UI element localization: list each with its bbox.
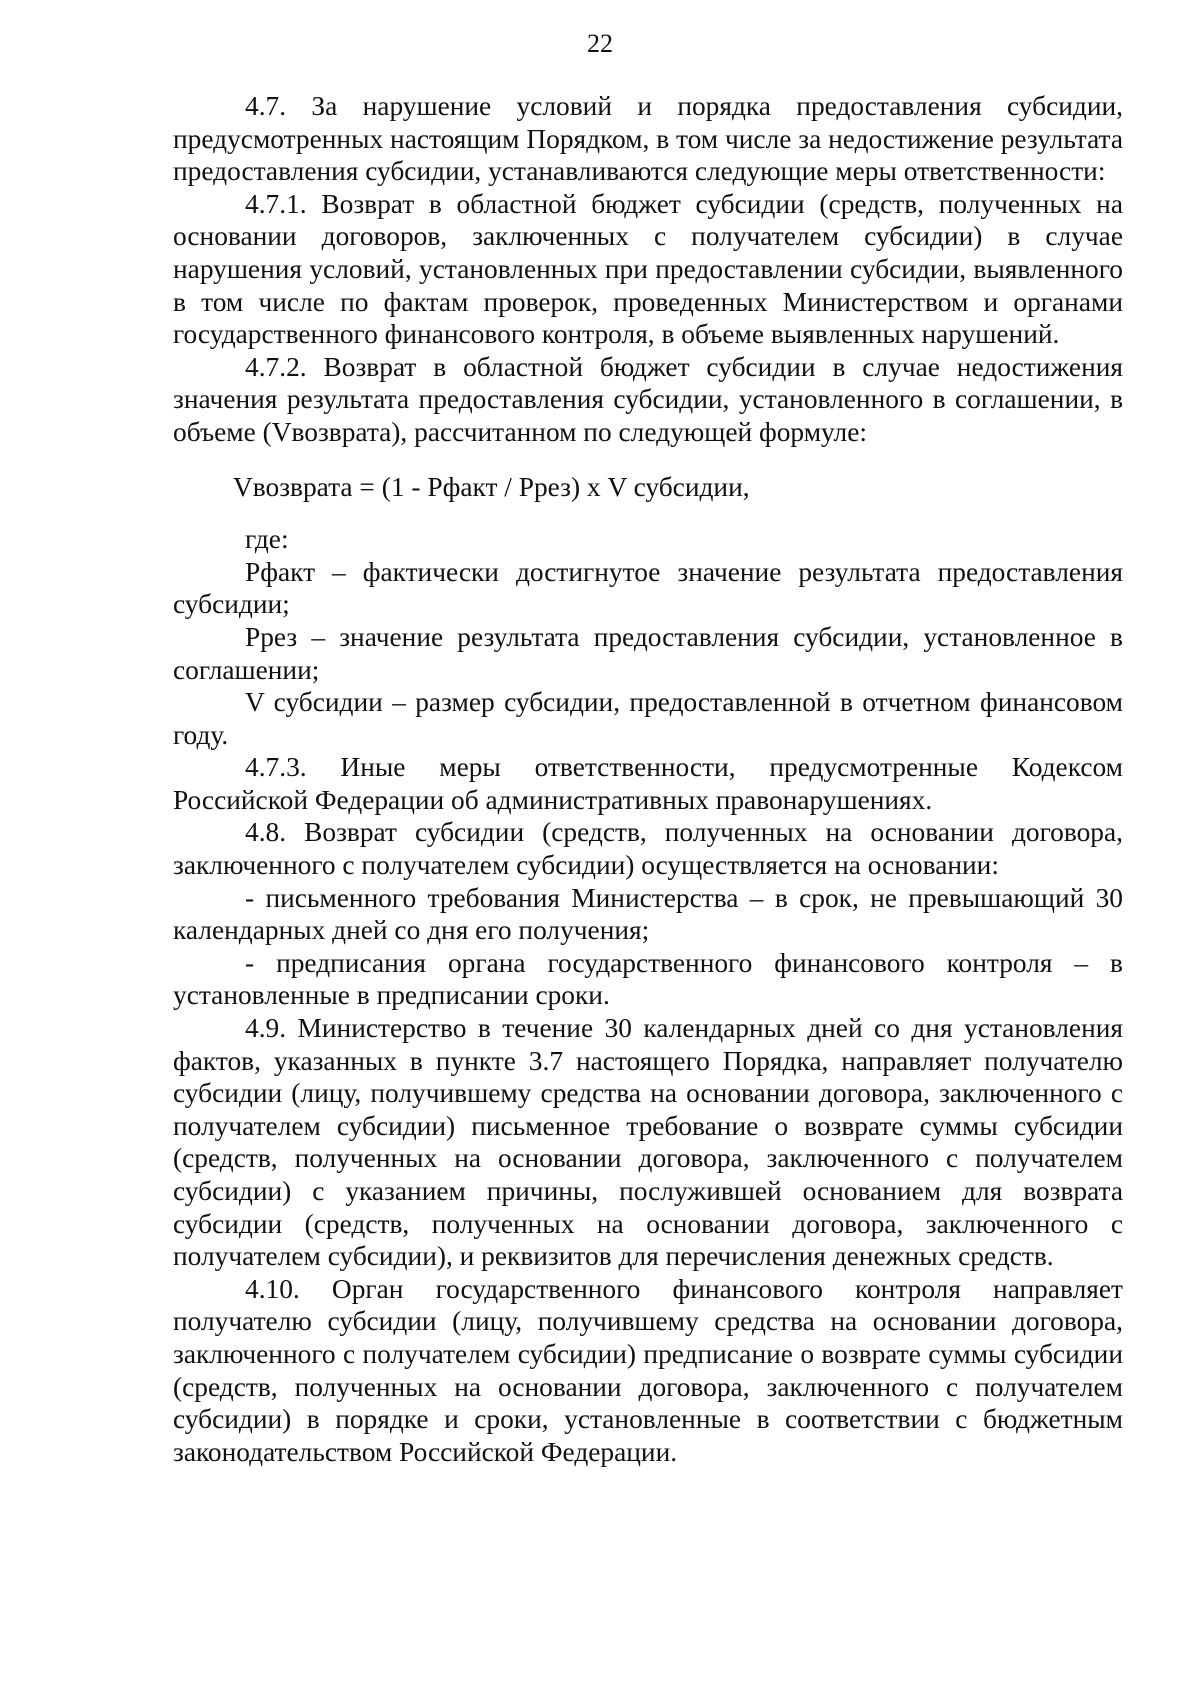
paragraph-4-7-1: 4.7.1. Возврат в областной бюджет субсидии (средств, полученных на основании договоров, заключенных с получателем субсидии) в случае нарушения условий, установленных при предоставлении субсидии, выявленного в том числе по фактам проверок, проведенных Министерством и органами государственного финансового контроля, в объеме выявленных нарушений. xyxy=(173,188,1123,350)
paragraph-4-9: 4.9. Министерство в течение 30 календарных дней со дня установления фактов, указанных в пункте 3.7 настоящего Порядка, направляет получателю субсидии (лицу, получившему средства на основании договора, заключенного с получателем субсидии) письменное требование о возврате суммы субсидии (средств, полученных на основании договора, заключенного с получателем субсидии) с указанием причины, послужившей основанием для возврата субсидии (средств, полученных на основании договора, заключенного с получателем субсидии), и реквизитов для перечисления денежных средств. xyxy=(173,1013,1123,1272)
paragraph-4-8: 4.8. Возврат субсидии (средств, полученных на основании договора, заключенного с получателем субсидии) осуществляется на основании: xyxy=(173,817,1123,881)
where-label: где: xyxy=(245,524,289,555)
definition-rrez: Ррез – значение результата предоставления субсидии, установленное в соглашении; xyxy=(173,621,1123,685)
document-body xyxy=(173,90,1123,1468)
paragraph-4-10: 4.10. Орган государственного финансового контроля направляет получателю субсидии (лицу, получившему средства на основании договора, заключенного с получателем субсидии) предписание о возврате суммы субсидии (средств, полученных на основании договора, заключенного с получателем субсидии) в порядке и сроки, установленные в соответствии с бюджетным законодательством Российской Федерации. xyxy=(173,1273,1123,1467)
definition-rfakt: Рфакт – фактически достигнутое значение результата предоставления субсидии; xyxy=(173,556,1123,620)
formula: Vвозврата = (1 - Рфакт / Ррез) х V субсидии, xyxy=(233,471,750,502)
paragraph-4-7-3: 4.7.3. Иные меры ответственности, предусмотренные Кодексом Российской Федерации об административных правонарушениях. xyxy=(173,752,1123,815)
paragraph-4-7: 4.7. За нарушение условий и порядка предоставления субсидии, предусмотренных настоящим Порядком, в том числе за недостижение результата предоставления субсидии, устанавливаются следующие меры ответственности: xyxy=(173,91,1123,187)
definition-v-subsidy: V субсидии – размер субсидии, предоставленной в отчетном финансовом году. xyxy=(173,687,1123,750)
paragraph-4-7-2: 4.7.2. Возврат в областной бюджет субсидии в случае недостижения значения результата предоставления субсидии, установленного в соглашении, в объеме (Vвозврата), рассчитанном по следующей формуле: xyxy=(173,351,1123,447)
list-item-prescription: - предписания органа государственного финансового контроля – в установленные в предписании сроки. xyxy=(173,947,1123,1011)
list-item-written-demand: - письменного требования Министерства – в срок, не превышающий 30 календарных дней со дня его получения; xyxy=(173,882,1123,946)
page-number: 22 xyxy=(587,29,613,58)
